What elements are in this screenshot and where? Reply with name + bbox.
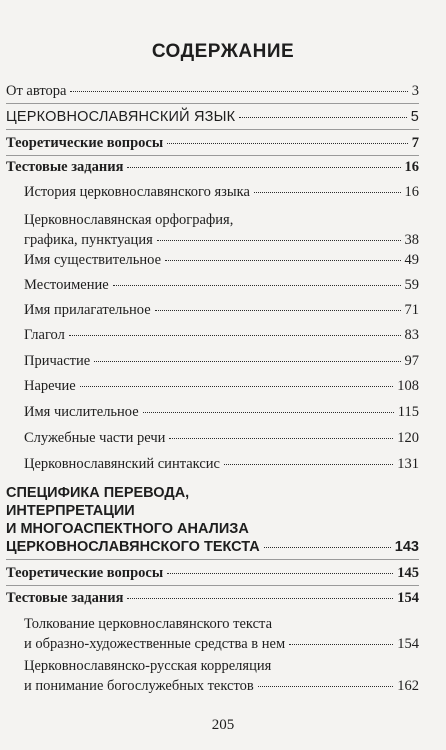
toc-entry-page: 16	[404, 184, 419, 200]
divider	[6, 585, 419, 586]
toc-entry-translation-specifics[interactable]	[0, 484, 446, 556]
toc-entry-adjective[interactable]	[0, 300, 446, 320]
toc-entry-interpretation[interactable]	[0, 614, 446, 654]
toc-entry-orthography[interactable]	[0, 210, 446, 250]
toc-entry-title-line: ИНТЕРПРЕТАЦИИ	[6, 503, 135, 519]
toc-entry-title-line: Толкование церковнославянского текста	[24, 616, 273, 632]
toc-entry-title: Глагол	[24, 327, 65, 343]
toc-entry-syntax[interactable]	[0, 454, 446, 474]
toc-entry-title: Теоретические вопросы	[6, 565, 164, 581]
toc-entry-page: 59	[404, 277, 419, 293]
toc-entry-page: 83	[404, 327, 419, 343]
dot-leader	[127, 597, 393, 599]
divider	[6, 155, 419, 156]
divider	[6, 129, 419, 130]
toc-entry-history[interactable]	[0, 182, 446, 202]
toc-entry-title: Тестовые задания	[6, 159, 124, 175]
dot-leader	[80, 385, 394, 387]
toc-entry-numeral[interactable]	[0, 402, 446, 422]
toc-entry-title-line: И МНОГОАСПЕКТНОГО АНАЛИЗА	[6, 521, 249, 537]
dot-leader	[143, 411, 394, 413]
toc-entry-page: 5	[410, 109, 419, 125]
dot-leader	[258, 685, 394, 687]
toc-entry-noun[interactable]	[0, 250, 446, 270]
dot-leader	[254, 191, 401, 193]
toc-entry-page: 16	[404, 159, 419, 175]
toc-entry-from-author[interactable]	[0, 81, 446, 101]
toc-entry-page: 71	[404, 302, 419, 318]
toc-entry-page: 143	[394, 539, 419, 555]
toc-entry-title-line: СПЕЦИФИКА ПЕРЕВОДА,	[6, 485, 190, 501]
toc-entry-title: От автора	[6, 83, 67, 99]
toc-entry-page: 7	[411, 135, 419, 151]
dot-leader	[167, 572, 393, 574]
toc-entry-page: 108	[397, 378, 419, 394]
dot-leader	[157, 239, 401, 241]
dot-leader	[165, 259, 400, 261]
toc-entry-page: 162	[397, 678, 419, 694]
toc-entry-theory-2[interactable]	[0, 563, 446, 583]
toc-entry-tests-1[interactable]	[0, 157, 446, 177]
toc-entry-page: 3	[411, 83, 419, 99]
toc-entry-title: Служебные части речи	[24, 430, 166, 446]
toc-entry-page: 120	[397, 430, 419, 446]
dot-leader	[224, 463, 393, 465]
toc-entry-title: и образно-художественные средства в нем	[24, 636, 286, 652]
page-title: СОДЕРЖАНИЕ	[151, 41, 295, 62]
toc-entry-function-words[interactable]	[0, 428, 446, 448]
dot-leader	[127, 166, 400, 168]
dot-leader	[69, 334, 401, 336]
toc-entry-title: ЦЕРКОВНОСЛАВЯНСКИЙ ЯЗЫК	[6, 109, 236, 125]
toc-entry-tests-2[interactable]	[0, 588, 446, 608]
toc-entry-title: Тестовые задания	[6, 590, 124, 606]
dot-leader	[239, 116, 406, 118]
toc-entry-title: Имя прилагательное	[24, 302, 151, 318]
toc-entry-pronoun[interactable]	[0, 275, 446, 295]
dot-leader	[167, 142, 408, 144]
toc-entry-participle[interactable]	[0, 351, 446, 371]
toc-entry-theory-1[interactable]	[0, 133, 446, 153]
toc-entry-title: История церковнославянского языка	[24, 184, 250, 200]
dot-leader	[169, 437, 393, 439]
toc-entry-church-slavonic[interactable]	[0, 107, 446, 127]
dot-leader	[113, 284, 401, 286]
toc-entry-title: и понимание богослужебных текстов	[24, 678, 254, 694]
dot-leader	[264, 546, 391, 548]
toc-entry-page: 154	[397, 636, 419, 652]
toc-entry-title: Местоимение	[24, 277, 109, 293]
toc-entry-correlation[interactable]	[0, 656, 446, 696]
divider	[6, 103, 419, 104]
dot-leader	[94, 360, 400, 362]
dot-leader	[289, 643, 393, 645]
toc-entry-page: 97	[404, 353, 419, 369]
toc-entry-title: Причастие	[24, 353, 91, 369]
toc-entry-title-line: Церковнославянско-русская корреляция	[24, 658, 272, 674]
toc-entry-title: Наречие	[24, 378, 76, 394]
toc-entry-page: 115	[397, 404, 419, 420]
toc-entry-page: 154	[397, 590, 419, 606]
toc-entry-title: Имя существительное	[24, 252, 162, 268]
dot-leader	[70, 90, 407, 92]
toc-entry-adverb[interactable]	[0, 376, 446, 396]
toc-entry-page: 38	[404, 232, 419, 248]
toc-entry-page: 131	[397, 456, 419, 472]
toc-entry-page: 49	[404, 252, 419, 268]
divider	[6, 559, 419, 560]
toc-entry-title: Церковнославянский синтаксис	[24, 456, 220, 472]
dot-leader	[155, 309, 401, 311]
toc-entry-title: Теоретические вопросы	[6, 135, 164, 151]
toc-entry-verb[interactable]	[0, 325, 446, 345]
toc-entry-title: Имя числительное	[24, 404, 139, 420]
toc-entry-title: графика, пунктуация	[24, 232, 153, 248]
toc-entry-title-line: Церковнославянская орфография,	[24, 212, 234, 228]
toc-entry-page: 145	[397, 565, 419, 581]
toc-entry-title: ЦЕРКОВНОСЛАВЯНСКОГО ТЕКСТА	[6, 539, 260, 555]
page-number: 205	[211, 717, 235, 733]
